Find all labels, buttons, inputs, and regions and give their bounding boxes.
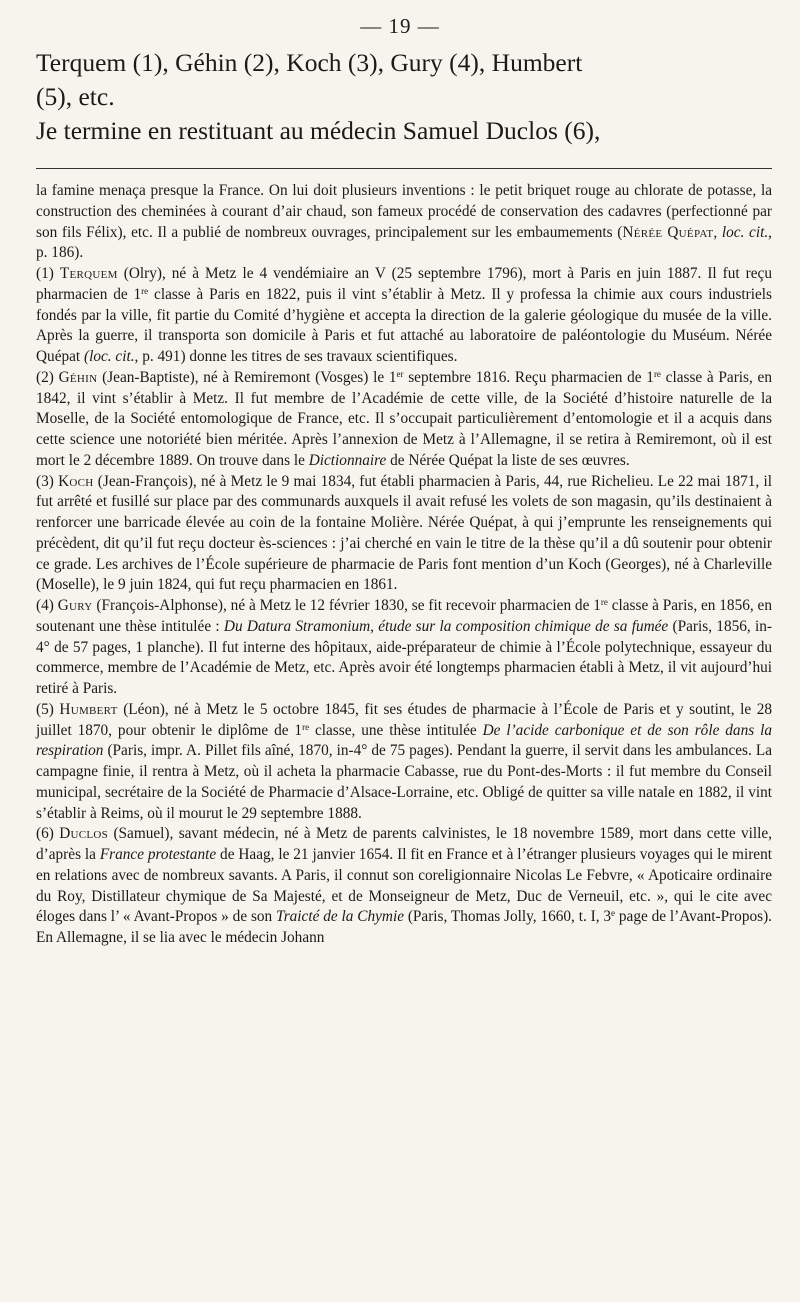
footnote-6-name: Duclos — [59, 825, 109, 843]
footnote-4-text-3: (Paris, 1856, in-4° de 57 pages, 1 planche). Il fut interne des hôpitaux, aide-préparateur de chimie à l’École polytechnique, essayeur du commerce, membre de l’Académie de Metz, etc. Après avoir été longtemps pharmacien établi à Metz, il vit aujourd’hui retiré à Paris. — [36, 617, 772, 697]
footnote-2-text-4: de Nérée Quépat la liste de ses œuvres. — [386, 451, 630, 469]
footnote-3-text-1: (Jean-François), né à Metz le 9 mai 1834, fut établi pharmacien à Paris, 44, rue Richelieu. Le 22 mai 1871, il fut arrêté et fusillé sur place par des communards auxquels il avait refusé les volets de son magasin, qu’ils destinaient à renforcer une barricade élevée au coin de la fontaine Molière. Nérée Quépat, à qui j’emprunte les renseignements qui précèdent, dit qu’il fut reçu docteur ès-sciences : j’ai cherché en vain le titre de la thèse qu’il a dû soutenir pour obtenir ce grade. Les archives de l’École supérieure de pharmacie de Paris font mention d’un Koch (Georges), né à Charleville (Moselle), le 9 juin 1824, qui fut reçu pharmacien en 1861. — [36, 472, 772, 594]
footnote-1-italic-1: (loc. cit. — [84, 348, 135, 365]
lead-line-2: (5), etc. — [36, 82, 115, 111]
footnote-5-text-1: (Léon), né à Metz le 5 octobre 1845, fit ses études de pharmacie à l’École de Paris et y soutint, le 28 juillet 1870, pour obtenir le diplôme de 1 — [36, 700, 772, 739]
footnote-1-text-1: (Olry), né à Metz le 4 vendémiaire an V (25 septembre 1796), mort à Paris en juin 1887. Il fut reçu pharmacien de 1 — [36, 265, 772, 303]
footnote-2-sup-1: er — [396, 368, 404, 379]
continuation-sep: , — [713, 223, 722, 241]
footnote-6-italic-2: Traicté de la Chymie — [276, 908, 404, 926]
continuation-ref: loc. cit. — [721, 223, 769, 241]
footnote-2-text-3: classe à Paris, en 1842, il vint s’établir à Metz. Il fut membre de l’Académie de cette ville, de la Société d’histoire naturelle de la Moselle, de la Société entomologique de France, etc. Il s’occupait particulièrement d’entomologie et il a acquis dans cette science une notoriété bien méritée. Après l’annexion de Metz à l’Allemagne, il se retira à Remiremont, où il est mort le 2 décembre 1889. On trouve dans le — [36, 368, 772, 469]
footnote-1 — [36, 264, 772, 368]
footnote-5-text-2: classe, une thèse intitulée — [309, 721, 483, 739]
footnote-4-sup-1: re — [600, 597, 608, 607]
footnote-6-text-4: page de l’Avant-Propos). En Allemagne, il se lia avec le médecin Johann — [36, 908, 772, 946]
footnote-2-text-2: septembre 1816. Reçu pharmacien de 1 — [403, 368, 654, 386]
footnote-5-text-3: (Paris, impr. A. Pillet fils aîné, 1870, in-4° de 75 pages). Pendant la guerre, il servit dans les ambulances. La campagne finie, il rentra à Metz, où il acheta la pharmacie Cabasse, rue du Pont-des-Morts : il fut membre du Conseil municipal, secrétaire de la Société de Pharmacie d’Alsace-Lorraine, etc. Obligé de quitter sa ville natale en 1882, il vint s’établir à Reims, où il mourut le 29 septembre 1888. — [36, 742, 772, 822]
footnote-2-name: Géhin — [58, 368, 98, 386]
footnote-1-name: Terquem — [59, 265, 118, 282]
footnote-1-text-2: classe à Paris en 1822, puis il vint s’établir à Metz. Il y professa la chimie aux cours industriels fondés par la ville, fit partie du Comité d’hygiène et accepta la direction de la galerie géologique du musée de la ville. Après la guerre, il transporta son domicile à Paris et fut attaché au laboratoire de paléontologie du Muséum. Nérée Quépat — [36, 285, 772, 365]
continuation-author: Nérée Quépat — [622, 223, 714, 241]
continuation-tail: , p. 186). — [36, 223, 772, 262]
footnote-3-name: Koch — [58, 472, 94, 490]
footnote-3-number: (3) — [36, 472, 59, 490]
footnote-6-sup-1: e — [611, 908, 616, 919]
footnote-1-sup-1: re — [141, 285, 149, 296]
footnote-continuation — [36, 181, 772, 264]
footnote-4-italic-1: Du Datura Stramonium, étude sur la composition chimique de sa fumée — [223, 617, 669, 635]
continuation-text: la famine menaça presque la France. On lui doit plusieurs inventions : le petit briquet rouge au chlorate de potasse, la construction des cheminées à courant d’air chaud, son fameux procédé de conservation des cadavres (perfectionné par son fils Félix), etc. Il a publié de nombreux ouvrages, principalement sur les embaumements ( — [36, 182, 772, 241]
footnote-5-name: Humbert — [59, 700, 118, 718]
footnote-5 — [36, 700, 772, 825]
lead-line-1: Terquem (1), Géhin (2), Koch (3), Gury (4), Humbert — [36, 48, 583, 77]
footnote-4-text-1: (François-Alphonse), né à Metz le 12 février 1830, se fit recevoir pharmacien de 1 — [92, 597, 601, 614]
footnote-separator — [36, 168, 772, 169]
footnote-6 — [36, 824, 772, 949]
footnote-6-italic-1: France protestante — [99, 846, 217, 863]
footnote-1-number: (1) — [36, 265, 60, 282]
footnote-6-number: (6) — [36, 825, 60, 843]
footnote-1-text-3: , p. 491) donne les titres de ses travaux scientifiques. — [134, 348, 458, 365]
footnote-2-italic-1: Dictionnaire — [308, 451, 387, 469]
page-number: — 19 — — [360, 14, 440, 38]
footnote-5-italic-1: De l’acide carbonique et de son rôle dans la respiration — [36, 721, 772, 760]
footnote-2-sup-2: re — [653, 368, 661, 379]
footnote-5-sup-1: re — [302, 721, 310, 732]
footnote-3 — [36, 472, 772, 597]
footnote-5-number: (5) — [36, 700, 60, 718]
footnote-6-text-1: (Samuel), savant médecin, né à Metz de parents calvinistes, le 18 novembre 1589, mort dans cette ville, d’après la — [36, 825, 772, 863]
footnote-4 — [36, 596, 772, 700]
footnote-2-text-1: (Jean-Baptiste), né à Remiremont (Vosges) le 1 — [97, 368, 397, 386]
footnote-2 — [36, 368, 772, 472]
footnote-2-number: (2) — [36, 368, 59, 386]
footnote-6-text-2: de Haag, le 21 janvier 1654. Il fit en France et à l’étranger plusieurs voyages qui le mirent en relations avec de nombreux savants. A Paris, il connut son coreligionnaire Nicolas Le Febvre, « Apoticaire ordinaire du Roy, Distillateur chymique de Sa Majesté, et de Monseigneur de Metz, Duc de Verneuil, etc. », qui le cite avec éloges dans l’ « Avant-Propos » de son — [36, 846, 772, 926]
footnote-6-text-3: (Paris, Thomas Jolly, 1660, t. I, 3 — [403, 908, 612, 926]
footnote-4-text-2: classe à Paris, en 1856, en soutenant une thèse intitulée : — [36, 597, 772, 635]
footnote-4-number: (4) — [36, 597, 58, 614]
footnote-4-name: Gury — [57, 597, 93, 614]
lead-line-3: Je termine en restituant au médecin Samuel Duclos (6), — [36, 116, 601, 145]
footnotes — [36, 181, 772, 949]
